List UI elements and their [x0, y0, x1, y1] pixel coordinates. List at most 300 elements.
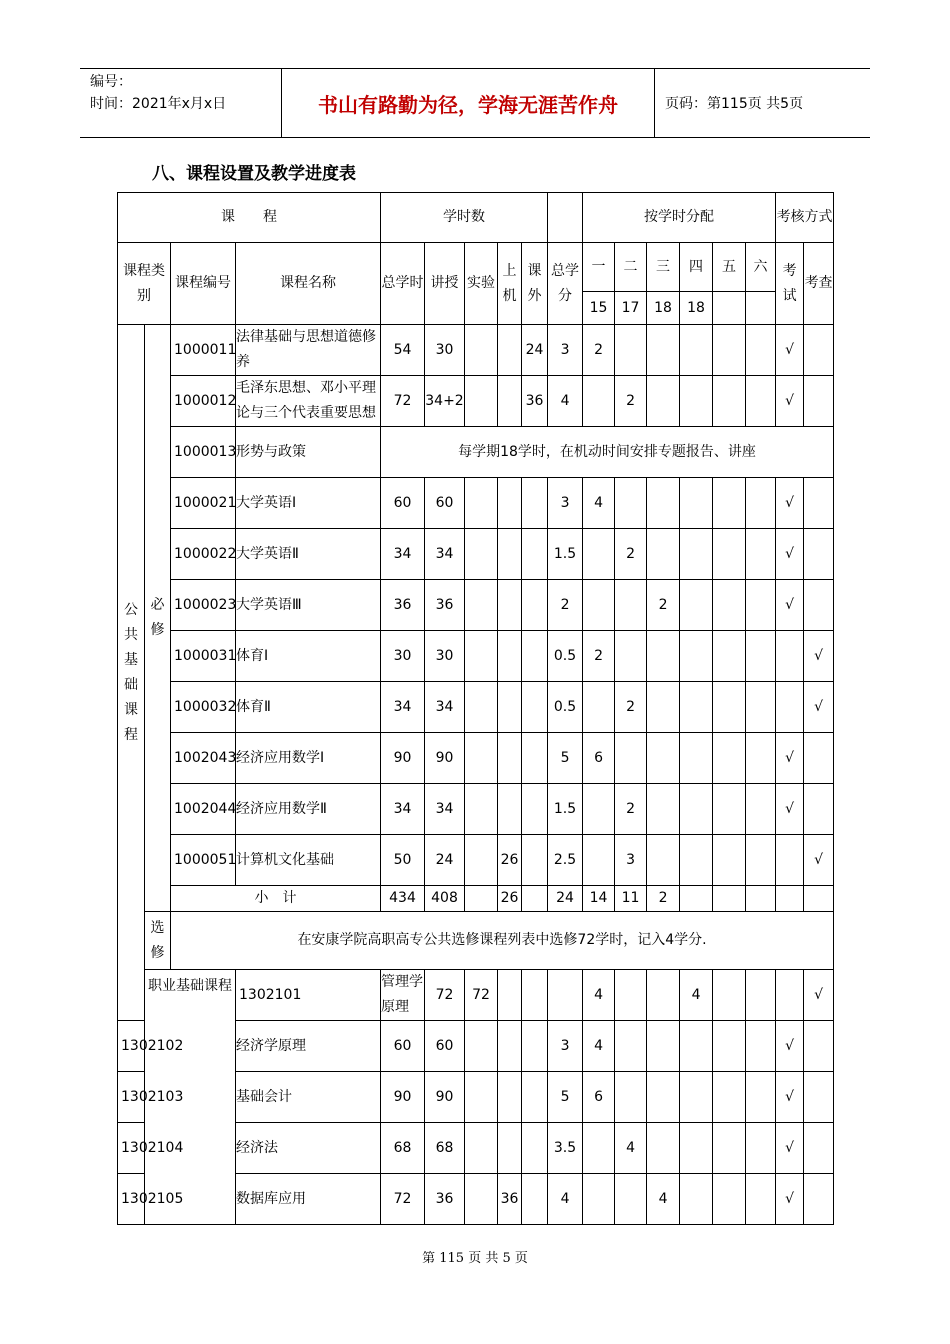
cell-lecture: 36	[425, 1174, 465, 1225]
cell-check	[804, 478, 834, 529]
cell-computer	[498, 376, 522, 427]
cell-extra	[522, 529, 548, 580]
subtotal-extra	[522, 886, 548, 912]
cell-lab	[465, 835, 498, 886]
cell-semester-5	[713, 478, 746, 529]
table-row	[118, 427, 834, 478]
cell-check	[804, 1174, 834, 1225]
cell-lab	[465, 1174, 498, 1225]
cell-exam	[776, 835, 804, 886]
cell-lab	[498, 970, 522, 1021]
cell-semester-6	[746, 580, 776, 631]
subtotal-computer: 26	[498, 886, 522, 912]
course-name: 形势与政策	[236, 427, 381, 478]
cell-extra	[522, 682, 548, 733]
cell-check	[804, 325, 834, 376]
table-row	[118, 733, 834, 784]
cell-total: 54	[381, 325, 425, 376]
course-code: 1000031	[171, 631, 236, 682]
header-check: 考查	[804, 243, 834, 325]
motto: 书山有路勤为径，学海无涯苦作舟	[281, 69, 655, 137]
cell-semester-3: 4	[647, 1174, 680, 1225]
cell-lab	[465, 784, 498, 835]
cell-semester-4	[680, 733, 713, 784]
cell-total: 90	[381, 733, 425, 784]
cell-extra	[548, 970, 583, 1021]
cell-check	[804, 376, 834, 427]
subtotal-row	[118, 886, 834, 912]
cell-computer	[498, 1123, 522, 1174]
cell-lecture: 60	[425, 478, 465, 529]
table-row	[118, 970, 834, 1021]
course-code: 1000011	[171, 325, 236, 376]
elective-row	[118, 912, 834, 970]
cell-check: √	[804, 835, 834, 886]
course-code: 1302103	[118, 1072, 145, 1123]
cell-semester-1: 4	[583, 1021, 615, 1072]
cell-check	[804, 1123, 834, 1174]
cell-extra: 24	[522, 325, 548, 376]
cell-lab	[465, 1021, 498, 1072]
cell-computer	[498, 529, 522, 580]
cell-exam: √	[804, 970, 834, 1021]
cell-lecture: 34	[425, 529, 465, 580]
cell-semester-3	[647, 478, 680, 529]
course-name: 大学英语Ⅱ	[236, 529, 381, 580]
course-name: 法律基础与思想道德修养	[236, 325, 381, 376]
cell-check	[804, 1021, 834, 1072]
course-name: 毛泽东思想、邓小平理论与三个代表重要思想	[236, 376, 381, 427]
cell-total: 72	[381, 376, 425, 427]
table-row	[118, 784, 834, 835]
page-footer: 第 115 页 共 5 页	[422, 1251, 528, 1266]
cell-semester-1	[615, 970, 647, 1021]
subtotal-lecture: 408	[425, 886, 465, 912]
cell-lab	[465, 325, 498, 376]
header-course: 课 程	[118, 193, 381, 243]
cell-semester-5	[713, 1123, 746, 1174]
course-note: 每学期18学时，在机动时间安排专题报告、讲座	[381, 427, 834, 478]
cell-semester-1: 6	[583, 733, 615, 784]
cell-semester-2: 4	[615, 1123, 647, 1174]
cell-total: 90	[381, 1072, 425, 1123]
subtotal-label: 小 计	[171, 886, 381, 912]
cell-computer	[498, 580, 522, 631]
cell-extra	[522, 835, 548, 886]
cell-lecture: 34+2	[425, 376, 465, 427]
cell-semester-6	[746, 835, 776, 886]
cell-semester-3	[647, 376, 680, 427]
cell-lecture: 30	[425, 325, 465, 376]
cell-semester-4	[680, 1123, 713, 1174]
cell-check: √	[804, 631, 834, 682]
cell-semester-3	[647, 835, 680, 886]
cell-semester-4	[680, 631, 713, 682]
table-row	[118, 631, 834, 682]
cell-semester-2: 2	[615, 784, 647, 835]
subtotal-exam	[776, 886, 804, 912]
cell-semester-2	[615, 1174, 647, 1225]
cell-check	[804, 733, 834, 784]
page-header	[80, 68, 870, 138]
course-name: 经济法	[236, 1123, 381, 1174]
cell-exam: √	[776, 376, 804, 427]
cell-semester-3	[647, 1021, 680, 1072]
subtotal-lab	[465, 886, 498, 912]
header-assessment: 考核方式	[776, 193, 834, 243]
cell-semester-5	[713, 1072, 746, 1123]
cell-check	[804, 529, 834, 580]
subcategory-elective: 选修	[145, 912, 171, 970]
course-code: 1000021	[171, 478, 236, 529]
cell-semester-2: 2	[615, 529, 647, 580]
cell-semester-5	[713, 580, 746, 631]
cell-computer	[498, 1021, 522, 1072]
course-name: 计算机文化基础	[236, 835, 381, 886]
cell-semester-3	[647, 325, 680, 376]
header-lab: 实验	[465, 243, 498, 325]
cell-credits: 4	[548, 1174, 583, 1225]
weeks-6	[746, 292, 776, 325]
subtotal-semester-3: 2	[647, 886, 680, 912]
cell-semester-4	[680, 1072, 713, 1123]
cell-credits: 5	[548, 1072, 583, 1123]
cell-semester-1: 6	[583, 1072, 615, 1123]
subcategory-required: 必修	[145, 325, 171, 912]
course-code: 1302102	[118, 1021, 145, 1072]
cell-semester-6	[746, 376, 776, 427]
semester-2: 二	[615, 243, 647, 292]
cell-exam: √	[776, 1123, 804, 1174]
course-code: 1302101	[236, 970, 381, 1021]
table-row	[118, 835, 834, 886]
cell-semester-6	[746, 784, 776, 835]
subtotal-total: 434	[381, 886, 425, 912]
cell-total: 34	[381, 784, 425, 835]
cell-semester-1: 2	[583, 631, 615, 682]
course-name: 经济学原理	[236, 1021, 381, 1072]
course-code: 1302105	[118, 1174, 145, 1225]
cell-semester-6	[746, 1123, 776, 1174]
header-credits: 总学分	[548, 243, 583, 325]
cell-semester-1: 4	[583, 478, 615, 529]
cell-extra	[522, 733, 548, 784]
cell-semester-5	[713, 1021, 746, 1072]
header-computer: 上机	[498, 243, 522, 325]
cell-semester-1: 2	[583, 325, 615, 376]
cell-computer: 26	[498, 835, 522, 886]
cell-semester-3	[647, 1072, 680, 1123]
course-name: 经济应用数学Ⅰ	[236, 733, 381, 784]
subtotal-semester-2: 11	[615, 886, 647, 912]
cell-extra: 36	[522, 376, 548, 427]
cell-check: √	[804, 682, 834, 733]
cell-exam: √	[776, 733, 804, 784]
category-vocational: 职业基础课程	[145, 970, 236, 1225]
section-title: 八、课程设置及教学进度表	[152, 164, 356, 184]
cell-semester-4	[680, 784, 713, 835]
cell-exam	[776, 631, 804, 682]
course-name: 经济应用数学Ⅱ	[236, 784, 381, 835]
cell-semester-3	[647, 529, 680, 580]
cell-credits: 2	[548, 580, 583, 631]
cell-exam: √	[776, 1072, 804, 1123]
cell-exam: √	[776, 1174, 804, 1225]
header-exam: 考试	[776, 243, 804, 325]
header-extra: 课外	[522, 243, 548, 325]
cell-semester-6	[746, 1021, 776, 1072]
cell-lecture: 34	[425, 784, 465, 835]
cell-semester-5	[713, 325, 746, 376]
cell-exam	[776, 682, 804, 733]
cell-extra	[522, 478, 548, 529]
header-total: 总学时	[381, 243, 425, 325]
cell-semester-6	[746, 682, 776, 733]
course-name: 数据库应用	[236, 1174, 381, 1225]
cell-lecture: 68	[425, 1123, 465, 1174]
cell-semester-4	[713, 970, 746, 1021]
elective-note: 在安康学院高职高专公共选修课程列表中选修72学时，记入4学分.	[171, 912, 834, 970]
cell-semester-5	[713, 682, 746, 733]
subtotal-semester-6	[746, 886, 776, 912]
cell-semester-4	[680, 529, 713, 580]
subtotal-semester-5	[713, 886, 746, 912]
cell-credits: 0.5	[548, 682, 583, 733]
cell-total: 72	[381, 1174, 425, 1225]
course-code: 1000023	[171, 580, 236, 631]
cell-lecture: 90	[425, 733, 465, 784]
header-code: 课程编号	[171, 243, 236, 325]
header-lecture: 讲授	[425, 243, 465, 325]
course-table	[117, 192, 834, 1225]
weeks-3: 18	[647, 292, 680, 325]
weeks-2: 17	[615, 292, 647, 325]
cell-semester-4	[680, 580, 713, 631]
cell-credits: 1.5	[548, 784, 583, 835]
cell-semester-5	[713, 784, 746, 835]
header-meta	[90, 71, 280, 115]
subtotal-semester-1: 14	[583, 886, 615, 912]
cell-semester-5	[713, 376, 746, 427]
cell-credits: 3	[548, 325, 583, 376]
semester-3: 三	[647, 243, 680, 292]
cell-semester-1	[583, 376, 615, 427]
cell-credits: 4	[548, 376, 583, 427]
cell-credits: 5	[548, 733, 583, 784]
cell-semester-6	[746, 631, 776, 682]
cell-exam: √	[776, 325, 804, 376]
cell-semester-2	[615, 631, 647, 682]
cell-computer	[498, 733, 522, 784]
cell-computer	[498, 325, 522, 376]
semester-1: 一	[583, 243, 615, 292]
cell-total: 50	[381, 835, 425, 886]
cell-semester-4	[680, 478, 713, 529]
cell-total: 60	[381, 478, 425, 529]
cell-computer	[498, 784, 522, 835]
cell-lab	[465, 1123, 498, 1174]
cell-semester-3	[647, 631, 680, 682]
cell-semester-1	[583, 784, 615, 835]
cell-computer: 36	[498, 1174, 522, 1225]
cell-exam: √	[776, 478, 804, 529]
table-row	[118, 529, 834, 580]
cell-total: 34	[381, 529, 425, 580]
cell-credits: 4	[583, 970, 615, 1021]
number-label: 编号：	[90, 74, 132, 90]
cell-credits: 3	[548, 1021, 583, 1072]
course-name: 大学英语Ⅲ	[236, 580, 381, 631]
cell-total: 72	[425, 970, 465, 1021]
cell-lecture: 60	[425, 1021, 465, 1072]
cell-total: 34	[381, 682, 425, 733]
cell-exam: √	[776, 1021, 804, 1072]
cell-lecture: 24	[425, 835, 465, 886]
cell-extra	[522, 1174, 548, 1225]
cell-computer	[498, 682, 522, 733]
cell-credits: 3.5	[548, 1123, 583, 1174]
cell-lab	[465, 631, 498, 682]
cell-semester-3	[647, 1123, 680, 1174]
cell-extra	[522, 784, 548, 835]
cell-check	[804, 784, 834, 835]
course-name: 体育Ⅱ	[236, 682, 381, 733]
cell-semester-6	[776, 970, 804, 1021]
cell-lecture: 34	[425, 682, 465, 733]
cell-computer	[498, 631, 522, 682]
cell-credits: 0.5	[548, 631, 583, 682]
table-row	[118, 682, 834, 733]
cell-semester-1	[583, 1174, 615, 1225]
cell-semester-6	[746, 529, 776, 580]
semester-5: 五	[713, 243, 746, 292]
cell-computer	[498, 1072, 522, 1123]
cell-lab	[465, 478, 498, 529]
table-row	[118, 580, 834, 631]
cell-exam: √	[776, 580, 804, 631]
subtotal-check	[804, 886, 834, 912]
course-name: 体育Ⅰ	[236, 631, 381, 682]
cell-lecture: 30	[425, 631, 465, 682]
cell-exam: √	[776, 784, 804, 835]
cell-semester-5	[713, 631, 746, 682]
cell-semester-2: 2	[615, 376, 647, 427]
course-name: 大学英语Ⅰ	[236, 478, 381, 529]
cell-semester-1	[583, 580, 615, 631]
cell-semester-3: 2	[647, 580, 680, 631]
cell-semester-4	[680, 325, 713, 376]
cell-total: 30	[381, 631, 425, 682]
header-category: 课程类别	[118, 243, 171, 325]
cell-semester-2: 2	[615, 682, 647, 733]
header-blank	[548, 193, 583, 243]
cell-semester-1	[583, 1123, 615, 1174]
cell-lab	[465, 529, 498, 580]
header-distribution: 按学时分配	[583, 193, 776, 243]
cell-semester-4	[680, 835, 713, 886]
cell-semester-2	[615, 733, 647, 784]
cell-semester-1	[583, 835, 615, 886]
header-hours: 学时数	[381, 193, 548, 243]
category-public: 公共基础课程	[118, 325, 145, 1021]
weeks-5	[713, 292, 746, 325]
cell-total: 60	[381, 1021, 425, 1072]
cell-semester-2: 3	[615, 835, 647, 886]
cell-lecture: 72	[465, 970, 498, 1021]
cell-semester-4	[680, 376, 713, 427]
cell-total: 36	[381, 580, 425, 631]
cell-semester-2	[615, 580, 647, 631]
cell-lab	[465, 580, 498, 631]
course-code: 1000013	[171, 427, 236, 478]
cell-total: 68	[381, 1123, 425, 1174]
cell-semester-2	[615, 1072, 647, 1123]
cell-semester-2	[647, 970, 680, 1021]
cell-semester-5	[713, 733, 746, 784]
cell-semester-3	[647, 733, 680, 784]
cell-lab	[465, 682, 498, 733]
cell-exam: √	[776, 529, 804, 580]
cell-credits: 2.5	[548, 835, 583, 886]
cell-computer	[522, 970, 548, 1021]
weeks-4: 18	[680, 292, 713, 325]
cell-semester-6	[746, 1072, 776, 1123]
cell-credits: 1.5	[548, 529, 583, 580]
cell-semester-4	[680, 1174, 713, 1225]
semester-4: 四	[680, 243, 713, 292]
course-name: 基础会计	[236, 1072, 381, 1123]
course-code: 1000032	[171, 682, 236, 733]
page-label: 页码：第115页 共5页	[665, 96, 804, 112]
cell-check	[804, 580, 834, 631]
table-row	[118, 376, 834, 427]
cell-semester-2	[615, 478, 647, 529]
course-code: 1002044	[171, 784, 236, 835]
course-code: 1000051	[171, 835, 236, 886]
cell-semester-6	[746, 325, 776, 376]
cell-semester-5	[713, 1174, 746, 1225]
cell-semester-1	[583, 529, 615, 580]
table-row	[118, 478, 834, 529]
table-row	[118, 325, 834, 376]
cell-extra	[522, 1021, 548, 1072]
cell-semester-1	[583, 682, 615, 733]
course-code: 1302104	[118, 1123, 145, 1174]
header-name: 课程名称	[236, 243, 381, 325]
cell-semester-3	[647, 682, 680, 733]
cell-lab	[465, 376, 498, 427]
cell-lab	[465, 733, 498, 784]
cell-credits: 3	[548, 478, 583, 529]
cell-semester-4	[680, 1021, 713, 1072]
cell-semester-4	[680, 682, 713, 733]
cell-extra	[522, 580, 548, 631]
subtotal-credits: 24	[548, 886, 583, 912]
cell-semester-5	[713, 835, 746, 886]
weeks-1: 15	[583, 292, 615, 325]
cell-semester-2	[615, 1021, 647, 1072]
cell-check	[804, 1072, 834, 1123]
cell-semester-6	[746, 1174, 776, 1225]
cell-semester-6	[746, 733, 776, 784]
cell-extra	[522, 631, 548, 682]
cell-semester-3	[647, 784, 680, 835]
cell-semester-6	[746, 478, 776, 529]
time-label: 时间：2021年x月x日	[90, 96, 227, 112]
cell-semester-2	[615, 325, 647, 376]
course-code: 1000012	[171, 376, 236, 427]
cell-extra	[522, 1123, 548, 1174]
